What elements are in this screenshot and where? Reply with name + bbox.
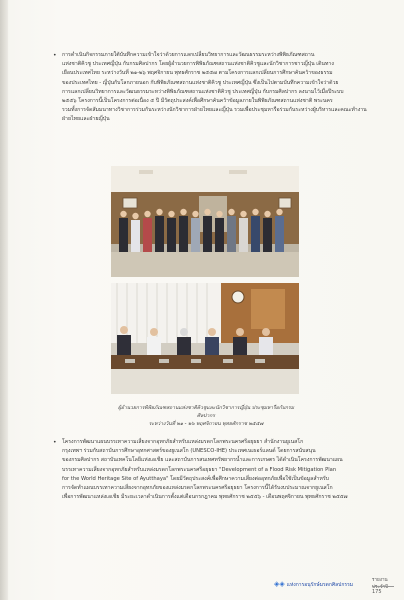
text-line: เยือนประเทศไทย ระหว่างวันที่ ๒๑-๒๖ พฤศจิกายน พุทธศักราช ๒๕๕๗ ตามโครงการแลกเปลี่ยนการศึกษาค้นคว้าของธรรม [62,70,333,77]
paragraph-2 [53,438,348,502]
section-label: รายงานประจำปี [372,578,389,590]
text-line: การดำเนินกิจกรรมภายใต้บันทึกความเข้าใจว่าด้วยการแลกเปลี่ยนวิทยาการและวัฒนธรรมระหว่างพิพิธภัณฑสถาน [62,52,315,58]
photo-caption [112,404,300,428]
meeting-photo [111,283,299,394]
text-line: แห่งชาติคิวชู ประเทศญี่ปุ่น กับกรมศิลปากร โดยผู้อำนวยการพิพิธภัณฑสถานแห่งชาติคิวชูและนักวิชาการชาวญี่ปุ่น เดินทาง [62,61,334,68]
page-number: 175 [372,589,382,595]
caption-line-1: ผู้อำนวยการพิพิธภัณฑสถานแห่งชาติคิวชูและนักวิชาการญี่ปุ่น ประชุมหารือกับกรมศิลปากร [117,405,295,419]
text-line: for the World Heritage Site of Ayutthaya" โดยมีวัตถุประสงค์เพื่อศึกษาความเสี่ยงต่ออุทกภัยเพื่อใช้เป็นข้อมูลสำหรับ [62,475,329,482]
footer-logo-text: แห่งการอนุรักษ์มรดกศิลปกรรม [286,582,354,588]
text-line: บรรเทาความเสี่ยงจากอุทกภัยสำหรับแหล่งมรดกโลกพระนครศรีอยุธยา "Development of a Flood Risk Mitigation Plan [62,466,337,473]
bullet-icon: • [53,439,57,446]
text-line: ของกรมศิลปากร สถาบันเทคโนโลยีแห่งเอเชีย และสถาบันการสนเทศทรัพยากรน้ำและการเกษตร ได้ดำเนินโครงการพัฒนาแผน [62,457,343,464]
group-photo [111,166,299,277]
footer-divider [372,586,394,587]
text-line: กรุงเทพฯ ร่วมกับสถาบันการศึกษาอุทกศาสตร์ของยูเนสโก (UNESCO-IHE) ประเทศเนเธอร์แลนด์ โดยการสนับสนุน [62,448,316,455]
footer-logo [274,580,353,589]
group-photo-image [111,166,299,277]
text-line: การแลกเปลี่ยนวิทยาการและวัฒนธรรมระหว่างพิพิธภัณฑสถานแห่งชาติคิวชู ประเทศญี่ปุ่น กับกรมศิลปากร ลงนามไว้เมื่อปีระบบ [62,88,344,95]
text-line: ฝ่ายไทยและฝ่ายญี่ปุ่น [62,116,110,123]
text-line: การจัดทำแผนบรรเทาความเสี่ยงจากอุทกภัยของแหล่งมรดกโลกพระนครศรีอยุธยา โครงการนี้ได้รับงบประมาณจากยูเนสโก [62,485,333,492]
text-line: ของประเทศไทย - ญี่ปุ่นกับโลกภายนอก กับพิพิธภัณฑสถานแห่งชาติคิวชู ประเทศญี่ปุ่น ซึ่งเป็นไปตามบันทึกความเข้าใจว่าด้วย [62,79,339,86]
meeting-photo-image [111,283,299,394]
text-line: เพื่อการพัฒนาแหล่งเอเชีย มีระยะเวลาดำเนินการตั้งแต่เดือนกรกฎาคม พุทธศักราช ๒๕๕๖ - เดือนพฤศจิกายน พุทธศักราช ๒๕๕๗ [62,494,348,501]
paragraph-1 [53,51,367,125]
department-logo-icon: ◈◈ [274,580,285,588]
bullet-icon: • [53,52,57,59]
text-line: ๒๕๕๖ โครงการนี้เป็นโครงการต่อเนื่อง ๕ ปี มีวัตถุประสงค์เพื่อศึกษาค้นคว้าข้อมูลภายในพิพิธภัณฑสถานแห่งชาติ พระนคร [62,98,333,105]
text-line: รวมทั้งการจัดสัมมนาทางวิชาการร่วมกันระหว่างนักวิชาการฝ่ายไทยและญี่ปุ่น รวมเพื่อประชุมหารือร่วมกันระหว่างผู้บริหารและคณะทำงาน [62,107,367,114]
page-binding [0,0,8,600]
text-line: โครงการพัฒนาแผนบรรเทาความเสี่ยงจากอุทกภัยสำหรับแหล่งมรดกโลกพระนครศรีอยุธยา สำนักงานยูเนสโก [62,439,304,445]
caption-line-2: ระหว่างวันที่ ๒๑ - ๒๖ พฤศจิกายน พุทธศักราช ๒๕๕๗ [148,421,264,427]
